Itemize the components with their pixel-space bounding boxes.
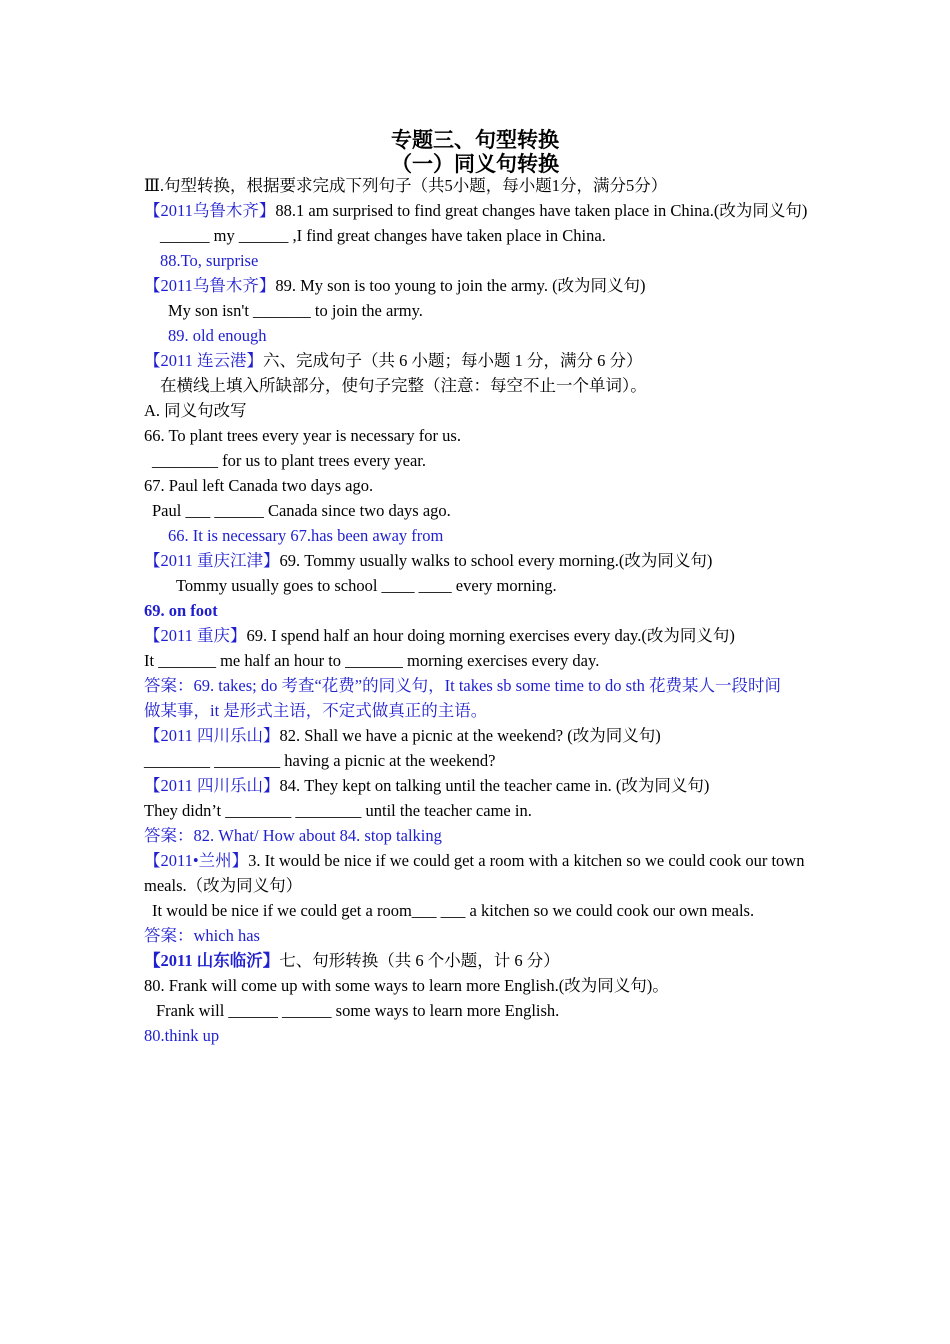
section-instruction: Ⅲ.句型转换，根据要求完成下列句子（共5小题，每小题1分，满分5分） [144,176,668,195]
document-subtitle: （一）同义句转换 [391,152,559,176]
question-88-blank: ______ my ______ ,I find great changes have taken place in China. [160,226,606,245]
part-a-heading: A. 同义句改写 [144,401,247,420]
question-80: 80. Frank will come up with some ways to learn more English.(改为同义句)。 [144,976,669,995]
question-67: 67. Paul left Canada two days ago. [144,476,374,495]
source-tag: 【2011 重庆】 [144,626,247,645]
answer-80: 80.think up [144,1026,220,1045]
question-66: 66. To plant trees every year is necessary for us. [144,426,461,445]
section-six-heading: 【2011 连云港】六、完成句子（共 6 小题；每小题 1 分，满分 6 分） [144,351,643,370]
answer-3-lanzhou: 答案：which has [144,926,260,945]
source-tag: 【2011 四川乐山】 [144,726,280,745]
question-84: 【2011 四川乐山】84. They kept on talking until the teacher came in. (改为同义句) [144,776,710,795]
answer-69-chongqing-cont: 做某事，it 是形式主语，不定式做真正的主语。 [144,701,488,720]
question-66-blank: ________ for us to plant trees every year. [152,451,427,470]
source-tag: 【2011乌鲁木齐】 [144,201,276,220]
section-six-instruction: 在横线上填入所缺部分，使句子完整（注意：每空不止一个单词）。 [160,376,647,395]
source-tag: 【2011 连云港】 [144,351,264,370]
question-89: 【2011乌鲁木齐】89. My son is too young to join the army. (改为同义句) [144,276,646,295]
question-89-blank: My son isn't _______ to join the army. [168,301,423,320]
question-69-jiangjin: 【2011 重庆江津】69. Tommy usually walks to school every morning.(改为同义句) [144,551,713,570]
question-3-lanzhou-cont: meals.（改为同义句） [144,876,303,895]
answer-66-67: 66. It is necessary 67.has been away from [168,526,444,545]
question-69-chongqing: 【2011 重庆】69. I spend half an hour doing morning exercises every day.(改为同义句) [144,626,735,645]
document-title: 专题三、句型转换 [391,128,559,152]
answer-82-84: 答案：82. What/ How about 84. stop talking [144,826,442,845]
question-67-blank: Paul ___ ______ Canada since two days ago. [152,501,451,520]
question-82: 【2011 四川乐山】82. Shall we have a picnic at the weekend? (改为同义句) [144,726,661,745]
question-80-blank: Frank will ______ ______ some ways to learn more English. [156,1001,560,1020]
question-69-jiangjin-blank: Tommy usually goes to school ____ ____ every morning. [176,576,557,595]
source-tag: 【2011•兰州】 [144,851,249,870]
question-3-lanzhou: 【2011•兰州】3. It would be nice if we could get a room with a kitchen so we could cook our town [144,851,805,870]
source-tag: 【2011 山东临沂】 [144,951,280,970]
source-tag: 【2011 重庆江津】 [144,551,280,570]
answer-88: 88.To, surprise [160,251,259,270]
answer-89: 89. old enough [168,326,267,345]
question-88: 【2011乌鲁木齐】88.1 am surprised to find great changes have taken place in China.(改为同义句) [144,201,808,220]
question-69-chongqing-blank: It _______ me half an hour to _______ morning exercises every day. [144,651,600,670]
answer-69-jiangjin: 69. on foot [144,601,218,620]
question-82-blank: ________ ________ having a picnic at the weekend? [144,751,496,770]
section-seven-heading: 【2011 山东临沂】七、句形转换（共 6 个小题，计 6 分） [144,951,560,970]
source-tag: 【2011 四川乐山】 [144,776,280,795]
question-84-blank: They didn’t ________ ________ until the teacher came in. [144,801,532,820]
source-tag: 【2011乌鲁木齐】 [144,276,276,295]
answer-69-chongqing: 答案：69. takes; do 考查“花费”的同义句，It takes sb some time to do sth 花费某人一段时间 [144,676,782,695]
question-3-lanzhou-blank: It would be nice if we could get a room___ ___ a kitchen so we could cook our own meals. [152,901,755,920]
